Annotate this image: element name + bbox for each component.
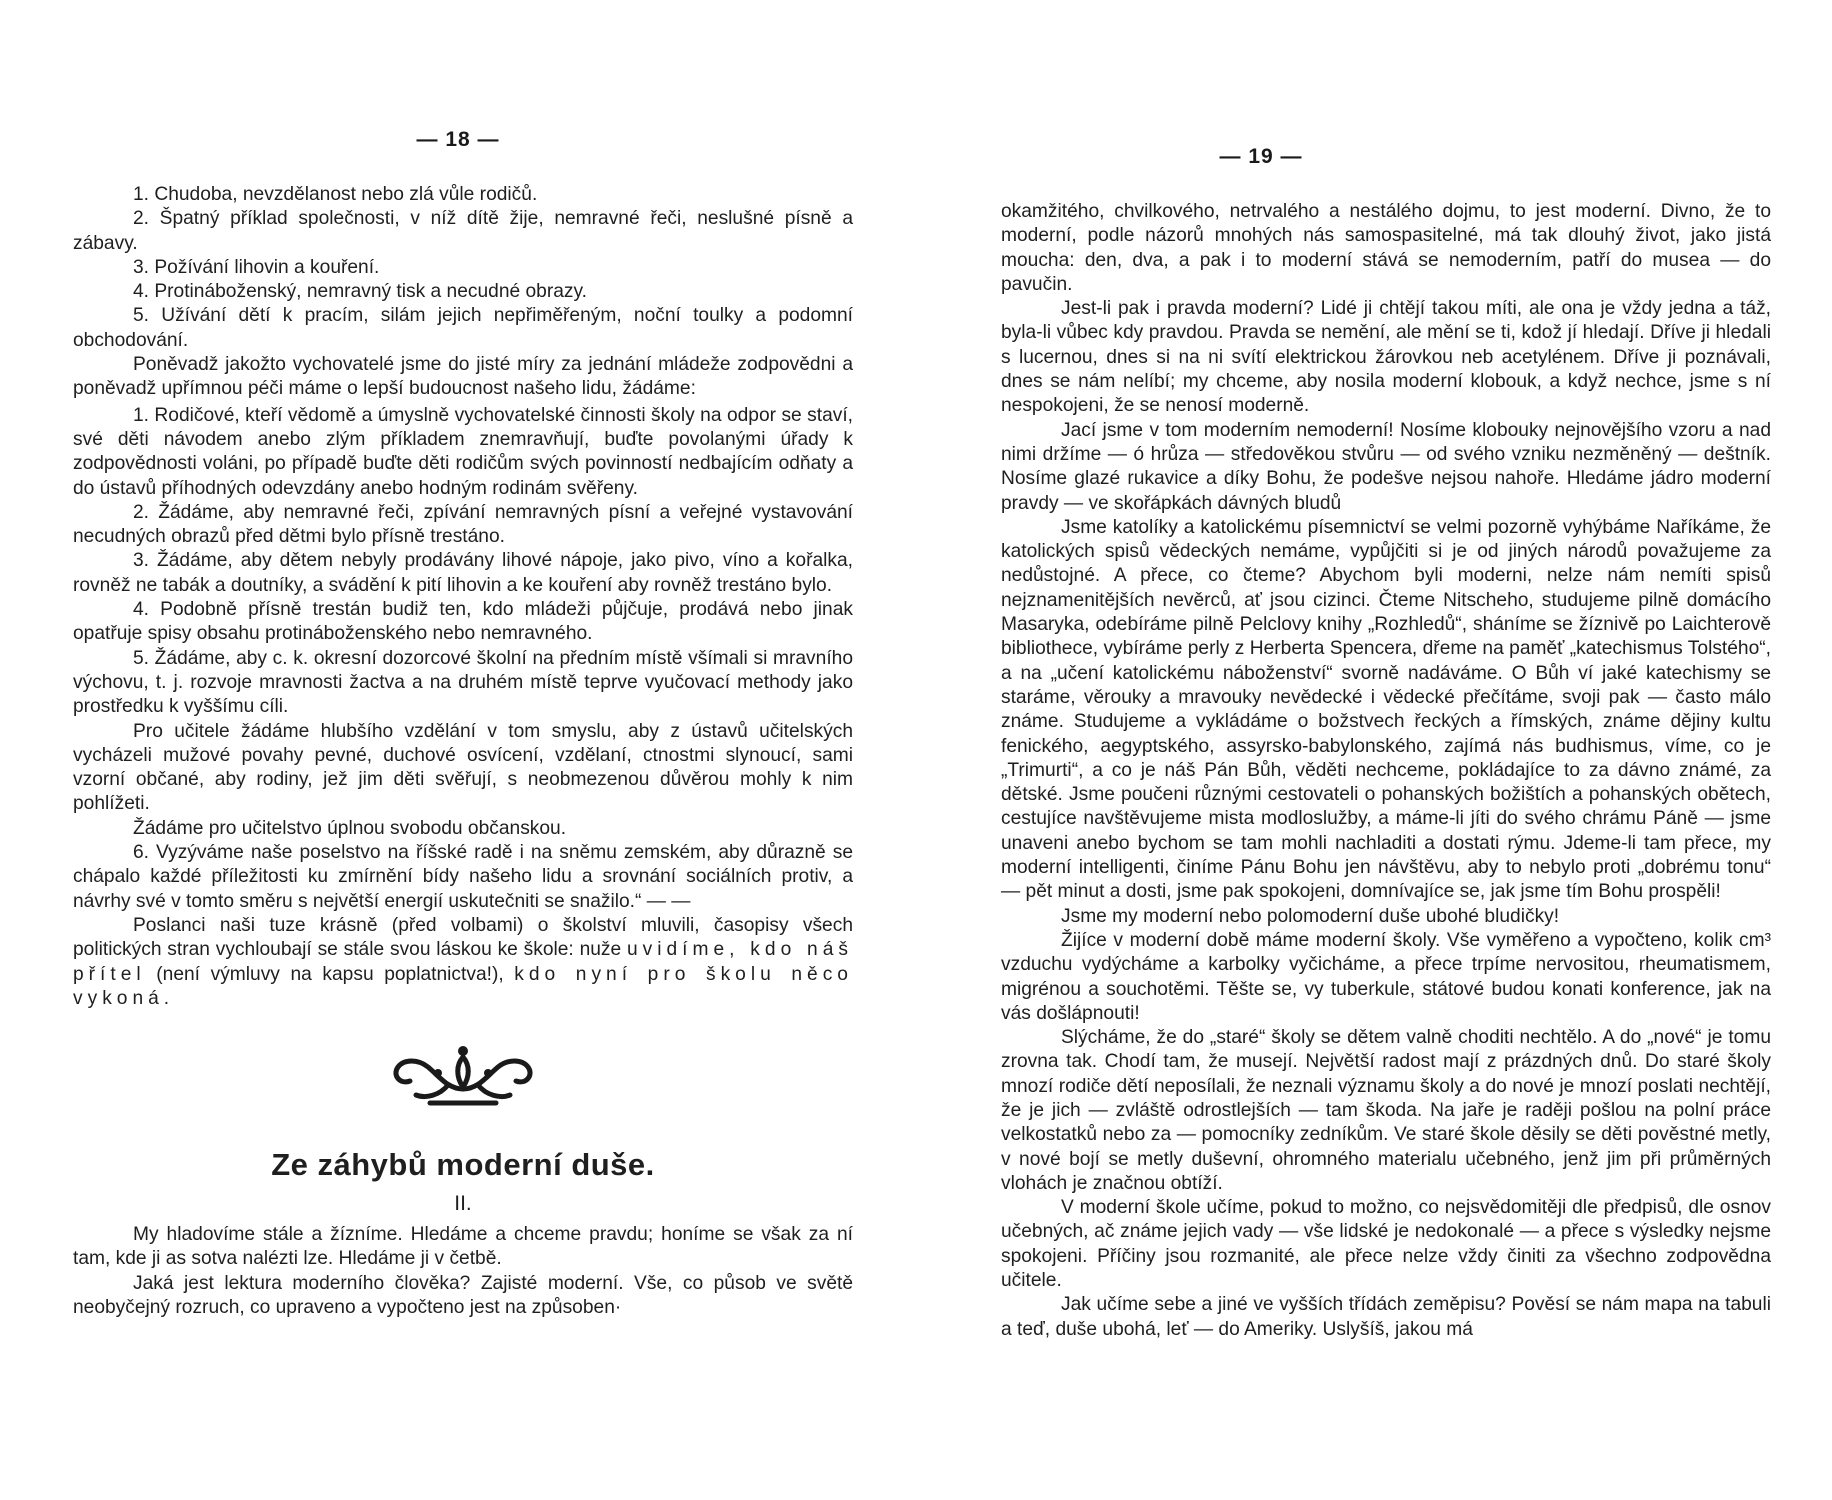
- paragraph: okamžitého, chvilkového, netrvalého a nestálého dojmu, to jest moderní. Divno, že to moderní, podle názorů mnohých nás samospasitelné, má tak dlouhý život, jako jistá moucha: den, dva, a pak i to moderní stává se nemoderním, patří do musea — do pavučin.: [1001, 201, 1771, 295]
- paragraph: 2. Žádáme, aby nemravné řeči, zpívání nemravných písní a veřejné vystavování necudných obrazů před dětmi bylo přísně trestáno.: [73, 501, 853, 548]
- page-number: — 18 —: [416, 128, 500, 151]
- paragraph: 4. Protináboženský, nemravný tisk a necudné obrazy.: [133, 281, 587, 303]
- paragraph: 3. Požívání lihovin a kouření.: [133, 256, 380, 278]
- spaced-text: uvidíme, kdo náš přítel: [73, 939, 853, 985]
- paragraph: V moderní škole učíme, pokud to možno, co nejsvědomitěji dle předpisů, dle osnov učebných, ač známe jejich vady — vše lidské je nedokonalé — a přece s výsledky nejsme spokojeni. Příčiny jsou rozmanité, ale přece nelze vždy činiti za všechno zodpovědna učitele.: [1001, 1197, 1771, 1292]
- paragraph: Jaká jest lektura moderního člověka? Zajisté moderní. Vše, co působ ve světě neobyčejný rozruch, co upraveno a vypočteno jest na způsoben·: [73, 1272, 853, 1318]
- paragraph: [73, 914, 853, 1011]
- paragraph: Jací jsme v tom moderním nemoderní! Nosíme klobouky nejnovějšího vzoru a nad nimi držíme — ó hrůza — středověkou stvůru — od svého vzniku nezměněný — deštník. Nosíme glazé rukavice a díky Bohu, že podešve nejsou nahoře. Hledáme jádro moderní pravdy — ve skořápkách dávných bludů: [1001, 419, 1771, 514]
- paragraph: 6. Vyzýváme naše poselstvo na říšské radě i na sněmu zemském, aby důrazně se chápalo každé příležitosti ku zmírnění bídy našeho lidu a srovnání sociálních protiv, a návrhy své v tomto směru s největší energií uskutečniti se snažilo.“ — —: [73, 842, 853, 912]
- paragraph: 5. Žádáme, aby c. k. okresní dozorcové školní na předním místě všímali si mravního výchovu, t. j. rozvoje mravnosti žactva a na druhém místě teprve vyučovací methody jako prostředku k vyššímu cíli.: [73, 647, 853, 718]
- paragraph: 3. Žádáme, aby dětem nebyly prodávány lihové nápoje, jako pivo, víno a kořalka, rovněž ne tabák a doutníky, a svádění k pití lihovin a ke kouření aby rovněž trestáno bylo.: [73, 550, 853, 596]
- right-page-text: [1001, 200, 1771, 1342]
- text-run: (není výmluvy na kapsu poplatnictva!),: [145, 963, 515, 985]
- paragraph: Žádáme pro učitelstvo úplnou svobodu občanskou.: [133, 817, 567, 839]
- page-number: — 19 —: [1219, 145, 1303, 168]
- right-page: [916, 0, 1832, 1500]
- paragraph: Žijíce v moderní době máme moderní školy. Vše vyměřeno a vypočteno, kolik cm³ vzduchu vydýcháme a karbolky vyčicháme, a přece trpíme nervositou, rheumatismem, migrénou a souchotěmi. Těšte se, vy tuberkule, státové budou konati konference, jak na vás došlápnouti!: [1001, 929, 1771, 1024]
- paragraph: 4. Podobně přísně trestán budiž ten, kdo mládeži půjčuje, prodává nebo jinak opatřuje spisy obsahu protináboženského nebo nemravného.: [73, 599, 853, 645]
- spaced-text: kdo nyní pro školu něco vykoná.: [73, 963, 853, 1009]
- paragraph: 1. Chudoba, nevzdělanost nebo zlá vůle rodičů.: [133, 184, 538, 205]
- section-title: Ze záhybů moderní duše.: [271, 1147, 655, 1183]
- text-run: Poslanci naši tuze krásně (před volbami) o školství mluvili, časopisy všech politických stran vychloubají se stále svou láskou ke škole: nuže: [73, 914, 853, 961]
- paragraph: Slýcháme, že do „staré“ školy se dětem valně choditi nechtělo. A do „nové“ je tomu zrovna tak. Chodí tam, že musejí. Největší radost mají z prázdných dnů. Do staré školy mnozí rodiče dětí neposílali, že neznali významu školy a do nové je mnozí poslati nechtějí, že je jich — zvláště odrostlejších — tam škoda. Na jaře je raději pošlou na polní práce velkostatků nebo za — pomocníky zedníkům. Ve staré škole děsily se děti pověstné metly, v nové bojí se metly duševní, ohromného materialu učebného, jenž jim při průměrných vlohách je značnou obtíží.: [1001, 1027, 1771, 1194]
- paragraph: Jsme katolíky a katolickému písemnictví se velmi pozorně vyhýbáme Naříkáme, že katolických spisů vědeckých nemáme, vypůjčiti si je od jiných národů považujeme za nedůstojné. A přece, co čteme? Abychom byli moderni, nelze nám nemíti spisů nejznamenitějších nevěrců, ať jsou cizinci. Čteme Nitscheho, studujeme pilně domácího Masaryka, odebíráme pilně Pelclovy knihy „Rozhledů“, sháníme se žíznivě po Laichterově bibliothece, vybíráme perly z Herberta Spencera, dřeme na paměť „katechismus Tolstého“, a na „učení katolickému náboženství“ svorně nadáváme. O Bůh ví jaké katechismy se staráme, věrouky a mravouky nevědecké i vědecké přečítáme, svoji pak — často málo známe. Studujeme a vykládáme o božstvech řeckých a římských, známe dějiny kultu fenického, aegyptského, assyrsko-babylonského, zajímá nás budhismus, víme, co je „Trimurti“, a co je náš Pán Bůh, věděti nechceme, pokládajíce to za dávno známé, za dětské. Jsme poučeni různými cestovateli o pohanských božištích a pohanských obětech, cestujíce navštěvujeme mista modloslužby, a máme-li jíti do svého chrámu Páně — jsme unaveni anebo bychom se tam mohli nachladiti a dostati rýmu. Jdeme-li tam přece, my moderní intelligenti, činíme Pánu Bohu jen návštěvu, aby to nebylo proti „dobrému tonu“ — pět minut a dosti, jsme pak spokojeni, domnívajíce se, jak jsme tím Bohu prospěli!: [1001, 516, 1771, 903]
- ornament-icon: [73, 1037, 853, 1117]
- paragraph: 2. Špatný příklad společnosti, v níž dítě žije, nemravné řeči, neslušné písně a zábavy.: [73, 208, 853, 254]
- paragraph: My hladovíme stále a žízníme. Hledáme a chceme pravdu; honíme se však za ní tam, kde ji as sotva nalézti lze. Hledáme ji v četbě.: [73, 1224, 853, 1270]
- paragraph: 1. Rodičové, kteří vědomě a úmyslně vychovatelské činnosti školy na odpor se staví, své děti návodem anebo zlým příkladem znemravňují, buďte povolanými úřady k zodpovědnosti voláni, po případě buďte děti rodičům svých povinností nedbajícím odňaty a do ústavů příhodných odevzdány anebo hodným rodinám svěřeny.: [73, 404, 853, 499]
- paragraph: Poněvadž jakožto vychovatelé jsme do jisté míry za jednání mládeže zodpovědni a poněvadž upřímnou péči máme o lepší budoucnost našeho lidu, žádáme:: [73, 354, 853, 400]
- paragraph: Jak učíme sebe a jiné ve vyšších třídách zeměpisu? Pověsí se nám mapa na tabuli a teď, duše ubohá, leť — do Ameriky. Uslyšíš, jakou má: [1001, 1294, 1771, 1340]
- paragraph: 5. Užívání dětí k pracím, silám jejich nepřiměřeným, noční toulky a podomní obchodování.: [73, 305, 853, 351]
- paragraph: Pro učitele žádáme hlubšího vzdělání v tom smyslu, aby z ústavů učitelských vycházeli mužové povahy pevné, duchové osvícení, vzdělaní, ctnostmi slynoucí, sami vzorní občané, aby rodiny, jež jim děti svěřují, s neobmezenou důvěrou mohly k nim pohlížeti.: [73, 720, 853, 815]
- paragraph: Jsme my moderní nebo polomoderní duše ubohé bludičky!: [1061, 905, 1560, 927]
- section-number: II.: [454, 1192, 472, 1216]
- paragraph: Jest-li pak i pravda moderní? Lidé ji chtějí takou míti, ale ona je vždy jedna a táž, byla-li vůbec kdy pravdou. Pravda se nemění, ale mění se ti, kdož jí hledají. Dříve ji hledali s lucernou, dnes si na ni svítí elektrickou žárovkou neb acetylénem. Dříve ji poznávali, dnes se nám nelíbí; my chceme, aby nosila moderní klobouk, a když nechce, jsme s ní nespokojeni, že se nenosí moderně.: [1001, 298, 1771, 417]
- left-page-text: [73, 183, 853, 1320]
